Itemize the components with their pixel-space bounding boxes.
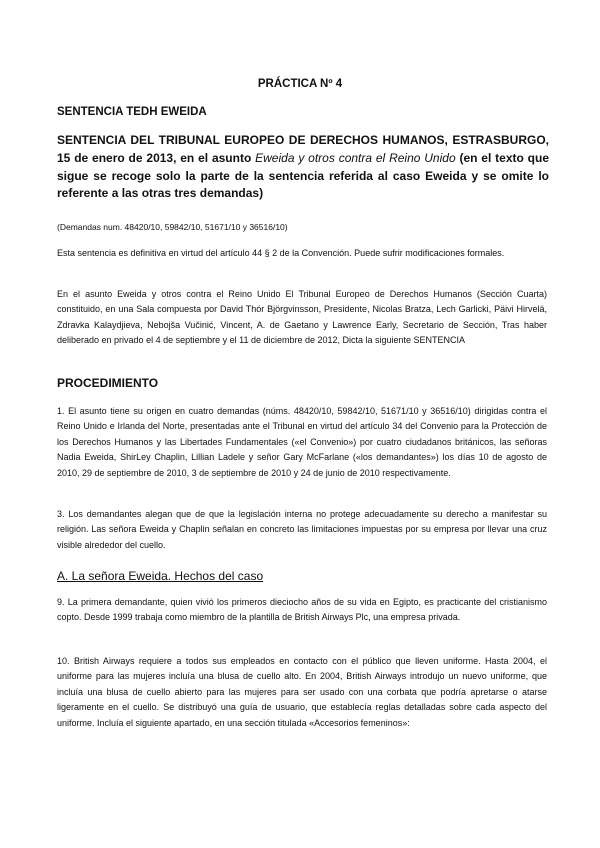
intro-paragraph (57, 132, 549, 203)
page-title: PRÁCTICA Nº 4 (257, 78, 343, 90)
demandas-reference: (Demandas num. 48420/10, 59842/10, 51671/10 y 36516/10) (57, 222, 288, 232)
section-a-heading: A. La señora Eweida. Hechos del caso (57, 569, 264, 583)
intro-text-part1: SENTENCIA DEL TRIBUNAL EUROPEO DE DERECHOS HUMANOS, ESTRASBURGO, 15 de enero de 2013, en el asunto (57, 133, 549, 165)
paragraph-3: 3. Los demandantes alegan que de que la legislación interna no protege adecuadamente su derecho a manifestar su religión. Las señora Eweida y Chaplin señalan en concreto las limitaciones impuestas por su empresa por llevar una cruz visible alrededor del cuello. (57, 509, 547, 550)
paragraph-1: 1. El asunto tiene su origen en cuatro demandas (núms. 48420/10, 59842/10, 51671/10 y 36516/10) dirigidas contra el Reino Unido e Irlanda del Norte, presentadas ante el Tribunal en virtud del artículo 34 del Convenio para la Protección de los Derechos Humanos y las Libertades Fundamentales («el Convenio») por cuatro ciudadanos británicos, las señoras Nadia Eweida, ShirLey Chaplin, Lillian Ladele y señor Gary McFarlane («los demandantes») los días 10 de agosto de 2010, 29 de septiembre de 2010, 3 de septiembre de 2010 y 24 de junio de 2010 respectivamente. (57, 406, 547, 478)
procedimiento-heading: PROCEDIMIENTO (57, 376, 159, 390)
paragraph-9: 9. La primera demandante, quien vivió los primeros dieciocho años de su vida en Egipto, es practicante del cristianismo copto. Desde 1999 trabaja como miembro de la plantilla de British Airways Plc, una empresa privada. (57, 597, 547, 623)
asunto-paragraph: En el asunto Eweida y otros contra el Reino Unido El Tribunal Europeo de Derechos Humanos (Sección Cuarta) constituido, en una Sala compuesta por David Thór Björgvinsson, Presidente, Nicolas Bratza, Lech Garlicki, Päivi Hirvelä, Zdravka Kalaydjieva, Nebojša Vučinić, Vincent, A. de Gaetano y Lawrence Early, Secretario de Sección, Tras haber deliberado en privado el 4 de septiembre y el 11 de diciembre de 2012, Dicta la siguiente SENTENCIA (57, 289, 547, 346)
document-subtitle: SENTENCIA TEDH EWEIDA (57, 106, 207, 118)
intro-text-part2: (en el texto que sigue se recoge solo la parte de la sentencia referida al caso Eweida y se omite lo referente a las otras tres demandas) (57, 150, 549, 201)
intro-case-name: Eweida y otros contra el Reino Unido (255, 150, 456, 165)
definitiva-paragraph: Esta sentencia es definitiva en virtud del artículo 44 § 2 de la Convención. Puede sufrir modificaciones formales. (57, 248, 505, 258)
paragraph-10: 10. British Airways requiere a todos sus empleados en contacto con el público que lleven uniforme. Hasta 2004, el uniforme para las mujeres incluía una blusa de cuello alto. En 2004, British Airways introdujo un nuevo uniforme, que incluía una blusa de cuello abierto para las mujeres para ser usado con una corbata que podría apretarse o atarse ligeramente en el cuello. Se distribuyó una guía de usuario, que establecía reglas detalladas sobre cada aspecto del uniforme. Incluía el siguiente apartado, en una sección titulada «Accesorios femeninos»: (57, 656, 547, 728)
